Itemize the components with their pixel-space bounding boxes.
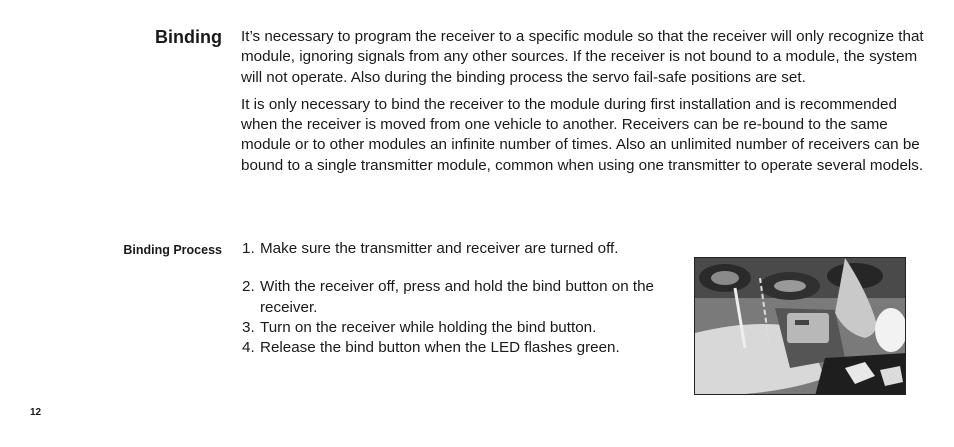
step-3 <box>242 318 692 338</box>
receiver-photo-illustration <box>695 258 906 395</box>
step-number: 2. <box>242 278 255 296</box>
process-heading: Binding Process <box>123 243 222 257</box>
receiver-bind-photo <box>694 257 906 395</box>
section-heading: Binding <box>155 27 222 47</box>
step-text: Make sure the transmitter and receiver are turned off. <box>260 240 619 257</box>
step-number: 4. <box>242 339 255 357</box>
step-text: With the receiver off, press and hold the bind button on the receiver. <box>260 278 654 316</box>
page-number: 12 <box>30 407 42 418</box>
step-text: Release the bind button when the LED flashes green. <box>260 339 620 357</box>
step-text: Turn on the receiver while holding the bind button. <box>260 318 597 336</box>
step-4 <box>242 338 692 358</box>
step-2 <box>242 277 692 318</box>
paragraph-2: It is only necessary to bind the receiver to the module during first installation and is recommended when the receiver is moved from one vehicle to another. Receivers can be re-bound to the same module or to other modules an infinite number of times. Also an unlimited number of receivers can be bound to a single transmitter module, common when using one transmitter to operate several models. <box>241 95 924 174</box>
process-steps <box>242 239 692 358</box>
section-body <box>241 27 927 183</box>
step-number: 1. <box>242 240 255 257</box>
step-1 <box>242 239 692 259</box>
paragraph-1: It’s necessary to program the receiver to a specific module so that the receiver will only recognize that module, ignoring signals from any other sources. If the receiver is not bound to a module, the system will not operate. Also during the binding process the servo fail-safe positions are set. <box>241 28 924 86</box>
step-number: 3. <box>242 318 255 336</box>
